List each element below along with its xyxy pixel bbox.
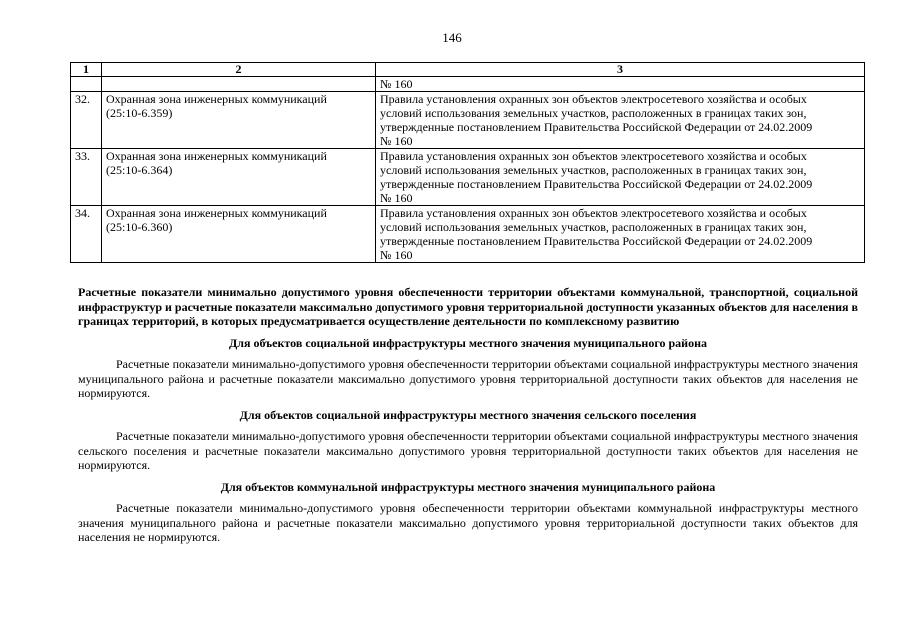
zone-name-cell: Охранная зона инженерных коммуникаций (25:10-6.359) [102,92,376,149]
legal-basis-cell: Правила установления охранных зон объектов электросетевого хозяйства и особых условий использования земельных участков, расположенных в границах таких зон, утвержденные постановлением Правительства Российской Федерации от 24.02.2009 № 160 [376,92,865,149]
body-text [78,285,858,545]
subsection-paragraph: Расчетные показатели минимально-допустимого уровня обеспеченности территории объектами коммунальной инфраструктуры местного значения муниципального района и расчетные показатели максимально допустимого уровня территориальной доступности таких объектов для населения не нормируются. [78,501,858,544]
subsection-heading: Для объектов социальной инфраструктуры местного значения сельского поселения [239,407,697,422]
legal-basis-cell: Правила установления охранных зон объектов электросетевого хозяйства и особых условий использования земельных участков, расположенных в границах таких зон, утвержденные постановлением Правительства Российской Федерации от 24.02.2009 № 160 [376,206,865,263]
column-header-2: 2 [102,63,376,77]
continuation-cell: № 160 [376,77,865,92]
row-number: 34. [71,206,102,263]
column-header-1: 1 [71,63,102,77]
table-row [71,149,865,206]
subsection-paragraph: Расчетные показатели минимально-допустимого уровня обеспеченности территории объектами социальной инфраструктуры местного значения муниципального района и расчетные показатели максимально допустимого уровня территориальной доступности таких объектов для населения не нормируются. [78,357,858,400]
subsection-heading: Для объектов социальной инфраструктуры местного значения муниципального района [229,335,707,350]
row-number: 33. [71,149,102,206]
table-header-row [71,63,865,77]
table-row [71,92,865,149]
page-number: 146 [442,30,462,45]
zone-name-cell: Охранная зона инженерных коммуникаций (25:10-6.360) [102,206,376,263]
subsection-paragraph: Расчетные показатели минимально-допустимого уровня обеспеченности территории объектами социальной инфраструктуры местного значения сельского поселения и расчетные показатели максимально допустимого уровня территориальной доступности таких объектов для населения не нормируются. [78,429,858,472]
table-row-continuation [71,77,865,92]
legal-basis-cell: Правила установления охранных зон объектов электросетевого хозяйства и особых условий использования земельных участков, расположенных в границах таких зон, утвержденные постановлением Правительства Российской Федерации от 24.02.2009 № 160 [376,149,865,206]
subsection-heading: Для объектов коммунальной инфраструктуры местного значения муниципального района [220,479,716,494]
row-number: 32. [71,92,102,149]
section-title: Расчетные показатели минимально допустимого уровня обеспеченности территории объектами коммунальной, транспортной, социальной инфраструктур и расчетные показатели максимально допустимого уровня территориальной доступности указанных объектов для населения в границах территорий, в которых предусматривается осуществление деятельности по комплексному развитию [78,285,859,328]
zones-table [70,62,865,263]
zone-name-cell: Охранная зона инженерных коммуникаций (25:10-6.364) [102,149,376,206]
column-header-3: 3 [376,63,865,77]
table-row [71,206,865,263]
